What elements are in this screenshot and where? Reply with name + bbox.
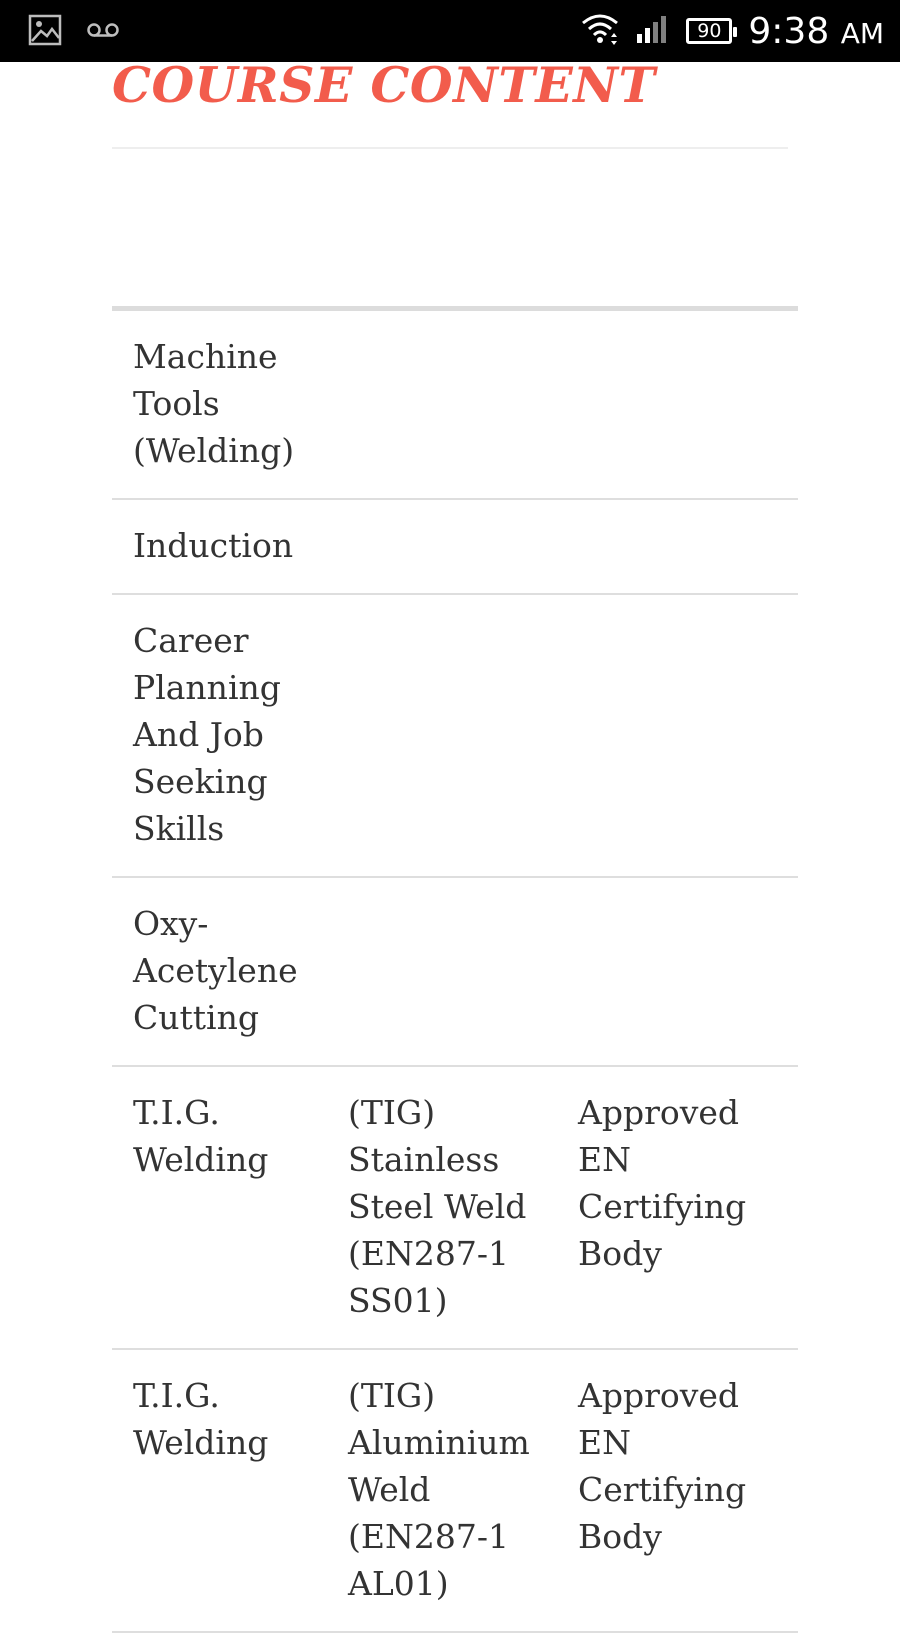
table-row: [112, 500, 798, 595]
table-cell-col2: [348, 522, 578, 569]
cell-text-line: And Job: [133, 715, 264, 754]
clock: [748, 11, 884, 52]
cell-text-line: AL01): [348, 1564, 449, 1603]
cell-text-line: T.I.G.: [133, 1093, 220, 1132]
status-bar-system: [580, 8, 884, 54]
table-row: [112, 1067, 798, 1350]
title-divider: [112, 147, 788, 149]
table-cell-col3: [578, 617, 798, 852]
cell-text-line: Career: [133, 621, 249, 660]
cell-text-line: Oxy-: [133, 904, 209, 943]
cell-text-line: Welding: [133, 1140, 269, 1179]
cell-text-line: Stainless: [348, 1140, 500, 1179]
table-cell-col2: [348, 617, 578, 852]
cell-text-line: Welding: [133, 1423, 269, 1462]
cell-text-line: Certifying: [578, 1470, 747, 1509]
status-bar-notifications: [28, 14, 120, 50]
cell-text-line: Approved: [578, 1376, 740, 1415]
cell-text-line: Planning: [133, 668, 281, 707]
table-cell-col1: [112, 617, 348, 852]
cell-text-line: (TIG): [348, 1376, 436, 1415]
table-cell-col2: [348, 900, 578, 1041]
wifi-icon: [580, 11, 620, 51]
cell-text-line: Acetylene: [133, 951, 298, 990]
page-title: COURSE CONTENT: [112, 56, 656, 114]
status-bar: [0, 0, 900, 62]
table-cell-col1: [112, 522, 348, 569]
cell-text-line: Cutting: [133, 998, 259, 1037]
cell-text-line: Induction: [133, 526, 294, 565]
battery-icon: [686, 18, 732, 44]
table-cell-col3: [578, 522, 798, 569]
table-cell-col1: [112, 900, 348, 1041]
table-row: [112, 595, 798, 878]
cell-text-line: Steel Weld: [348, 1187, 527, 1226]
cell-text-line: EN: [578, 1423, 631, 1462]
clock-ampm: AM: [840, 16, 884, 50]
table-cell-col1: [112, 1372, 348, 1607]
voicemail-icon: [86, 20, 120, 44]
cell-text-line: T.I.G.: [133, 1376, 220, 1415]
table-row: [112, 311, 798, 500]
course-table: [112, 306, 798, 1633]
table-cell-col2: [348, 1372, 578, 1607]
cell-text-line: Approved: [578, 1093, 740, 1132]
cell-text-line: (EN287-1: [348, 1517, 509, 1556]
cell-text-line: (Welding): [133, 431, 295, 470]
table-cell-col1: [112, 333, 348, 474]
table-cell-col3: [578, 333, 798, 474]
cell-text-line: Skills: [133, 809, 225, 848]
cell-text-line: Certifying: [578, 1187, 747, 1226]
cell-text-line: Body: [578, 1234, 662, 1273]
image-icon: [28, 14, 62, 50]
table-cell-col3: [578, 1089, 798, 1324]
cell-text-line: Aluminium: [348, 1423, 530, 1462]
table-cell-col3: [578, 1372, 798, 1607]
cell-text-line: EN: [578, 1140, 631, 1179]
cell-text-line: Machine: [133, 337, 278, 376]
table-row: [112, 878, 798, 1067]
cell-text-line: Body: [578, 1517, 662, 1556]
table-cell-col2: [348, 333, 578, 474]
cell-text-line: SS01): [348, 1281, 448, 1320]
cell-text-line: Weld: [348, 1470, 431, 1509]
signal-icon: [636, 14, 670, 48]
battery-level: 90: [697, 20, 722, 42]
cell-text-line: (TIG): [348, 1093, 436, 1132]
clock-time: 9:38: [748, 10, 830, 52]
table-cell-col2: [348, 1089, 578, 1324]
cell-text-line: Seeking: [133, 762, 268, 801]
cell-text-line: (EN287-1: [348, 1234, 509, 1273]
table-row: [112, 1350, 798, 1633]
cell-text-line: Tools: [133, 384, 220, 423]
table-cell-col3: [578, 900, 798, 1041]
table-cell-col1: [112, 1089, 348, 1324]
